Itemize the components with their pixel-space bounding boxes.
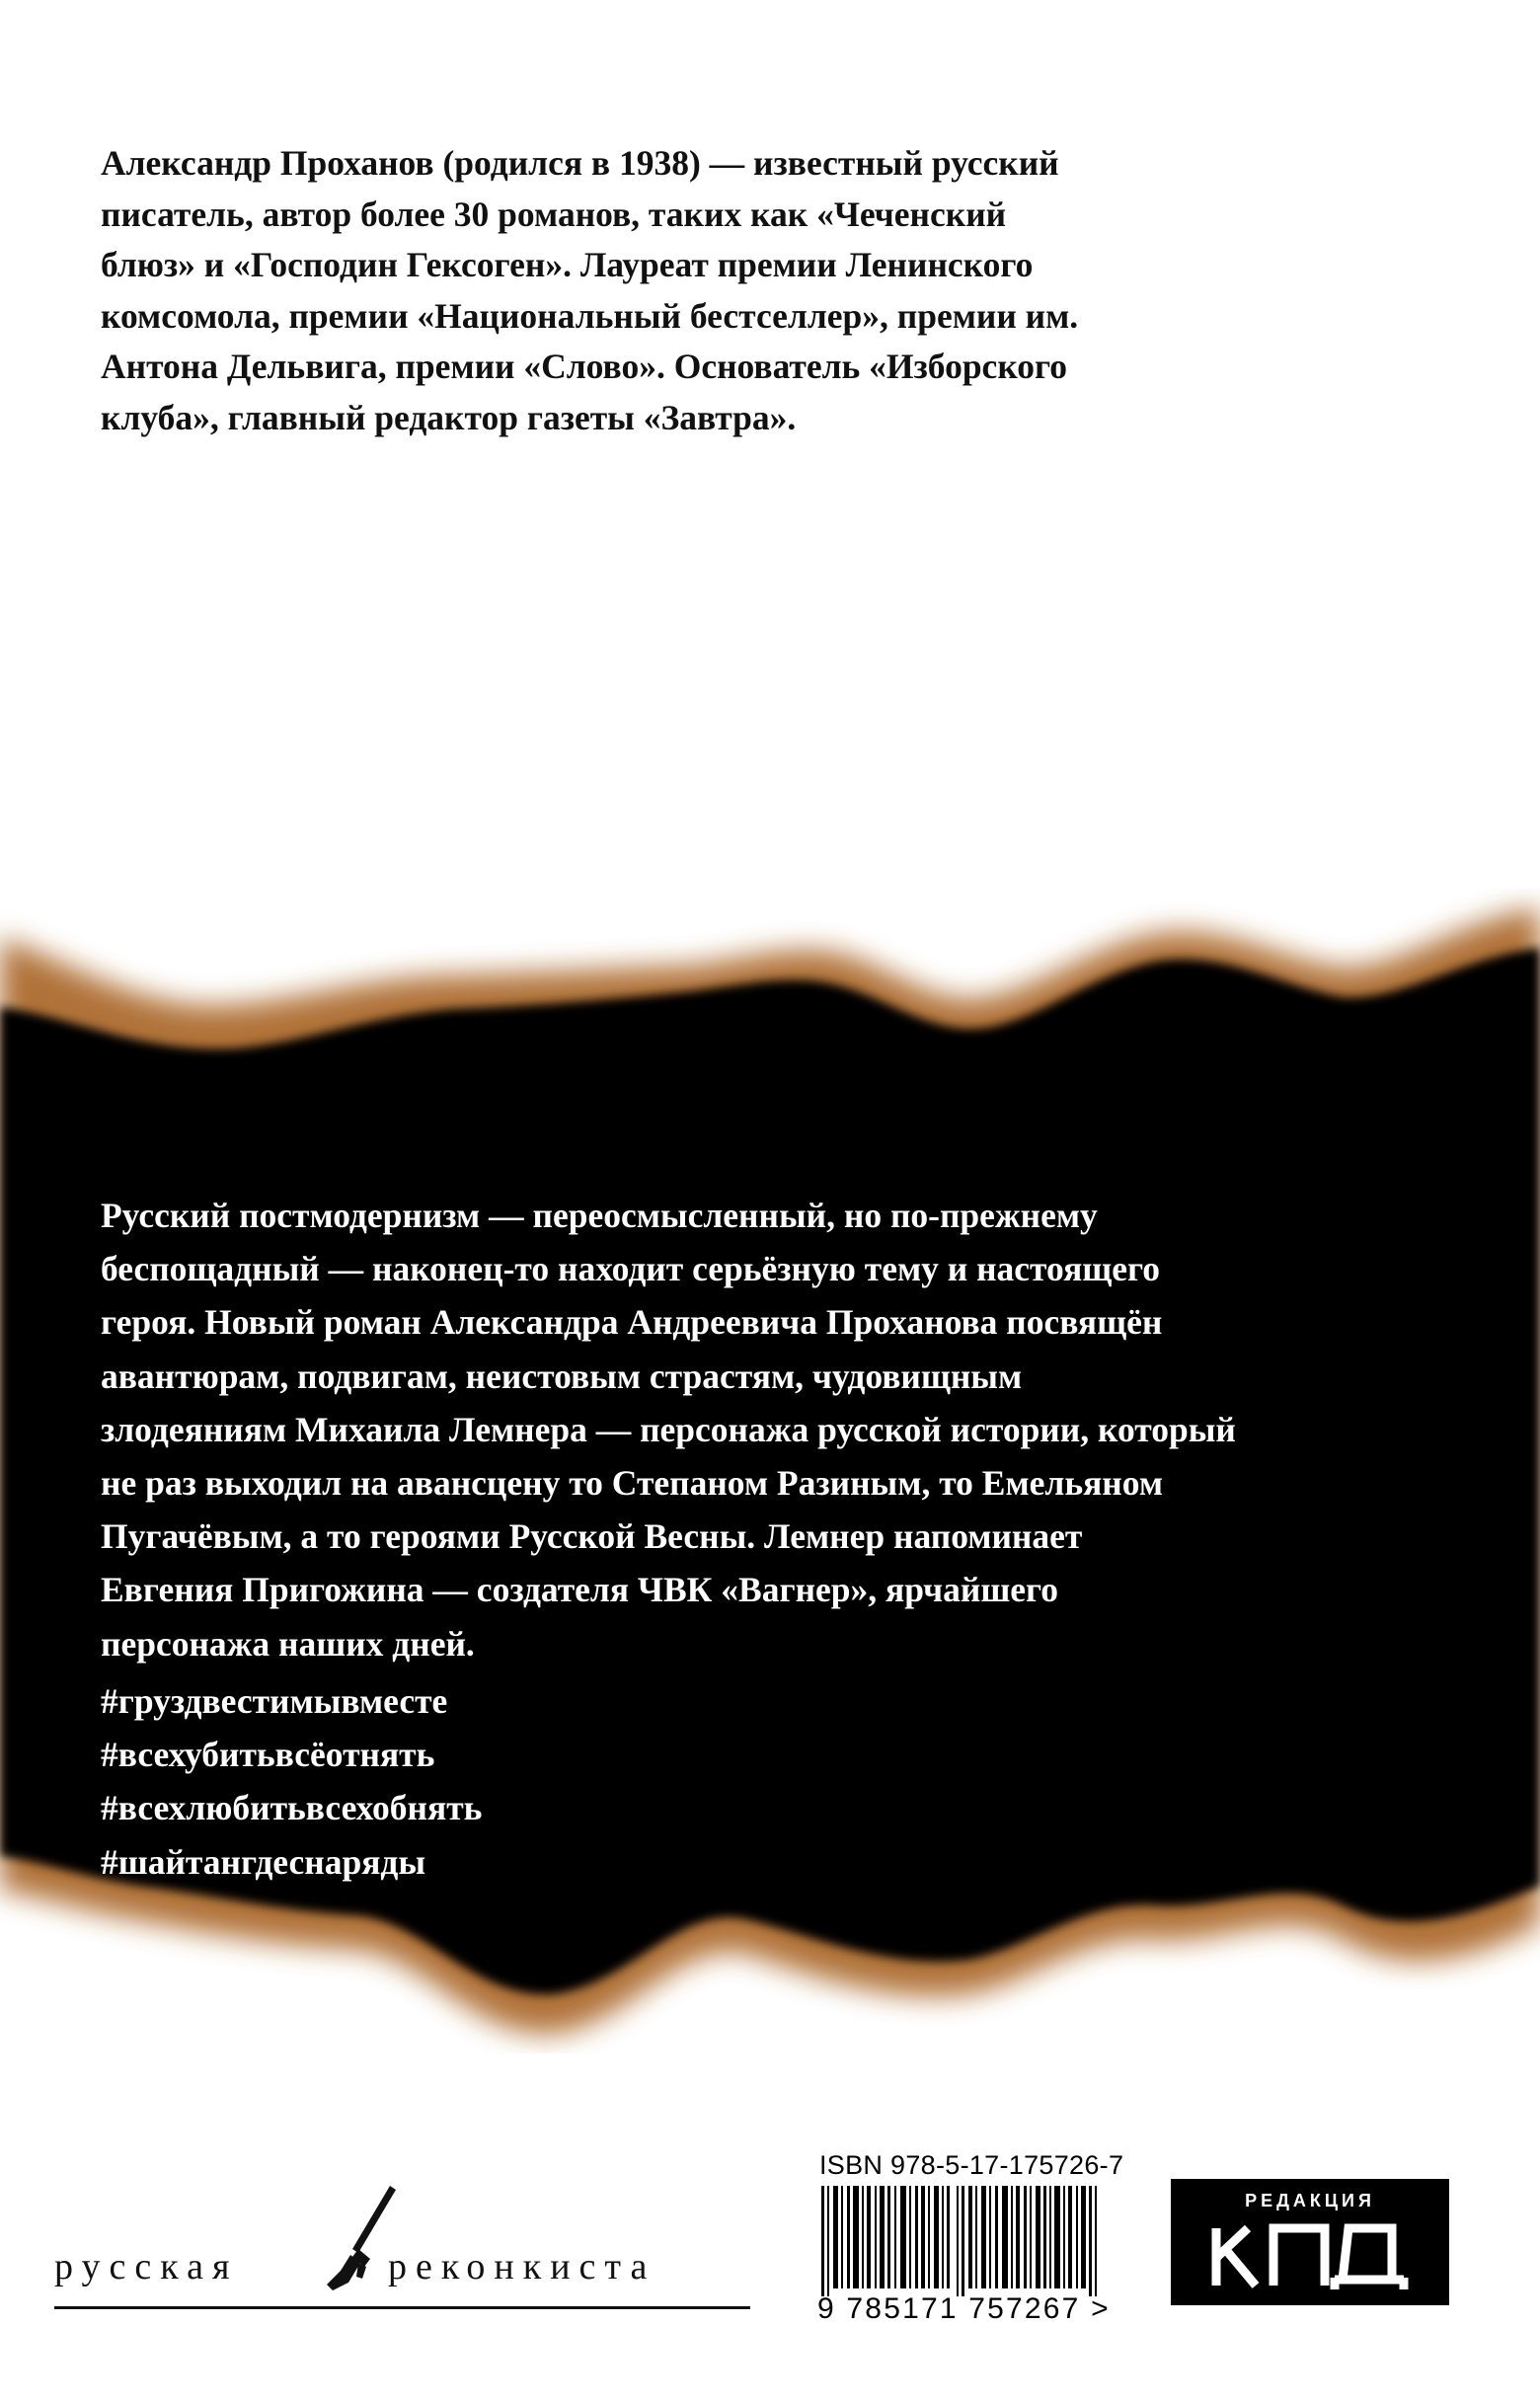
barcode-block [817, 2150, 1143, 2328]
series-word-russkaya: русская [54, 2246, 239, 2287]
annotation-text: Русский постмодернизм — переосмысленный, но по-прежнему беспощадный — наконец-то находит серьёзную тему и настоящего героя. Новый роман Александра Андреевича Проханова посвящён авантюрам, подвигам, неистовым страстям, чудовищным злодеяниям Михаила Лемнера — персонажа русской истории, который не раз выходил на авансцену то Степаном Разиным, то Емельяном Пугачёвым, а то героями Русской Весны. Лемнер напоминает Евгения Пригожина — создателя ЧВК «Вагнер», ярчайшего персонажа наших дней. [101, 1196, 1236, 1664]
series-logo [54, 2172, 765, 2310]
hashtag: #шайтангдеснаряды [101, 1841, 426, 1882]
barcode-digits: 9 785171 757267 > [817, 2292, 1111, 2325]
hashtag-list [101, 1674, 482, 1889]
publisher-logo-mark [1208, 2220, 1412, 2291]
hashtag: #всехлюбитьвсехобнять [101, 1788, 483, 1828]
hashtag: #груздвестимывместе [101, 1681, 448, 1721]
publisher-label: РЕДАКЦИЯ [1245, 2191, 1375, 2210]
barcode-bars [817, 2186, 1114, 2296]
publisher-logo [1171, 2179, 1449, 2305]
author-bio: Александр Проханов (родился в 1938) — известный русский писатель, автор более 30 романов, таких как «Чеченский блюз» и «Господин Гексоген». Лауреат премии Ленинского комсомола, премии «Национальный бестселлер», премии им. Антона Дельвига, премии «Слово». Основатель «Изборского клуба», главный редактор газеты «Завтра». [101, 143, 1079, 437]
series-underline [54, 2306, 750, 2309]
rifle-icon [313, 2180, 402, 2308]
isbn-label: ISBN 978-5-17-175726-7 [819, 2150, 1124, 2180]
hashtag: #всехубитьвсёотнять [101, 1735, 435, 1775]
series-word-rekonkista: реконкиста [388, 2246, 656, 2287]
